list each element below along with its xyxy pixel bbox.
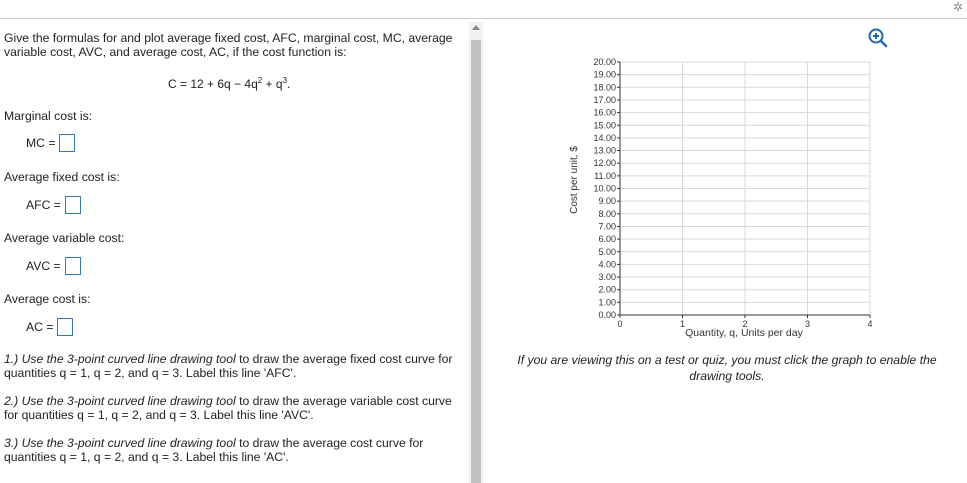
formula-exponent: 2 <box>257 76 263 85</box>
y-tick-label: 5.00 <box>598 246 616 257</box>
scrollbar-thumb[interactable] <box>471 40 481 483</box>
avc-row <box>26 257 81 275</box>
y-tick-label: 19.00 <box>593 69 616 80</box>
avc-answer-input[interactable] <box>65 257 81 275</box>
afc-answer-input[interactable] <box>65 196 81 214</box>
task-2-tool: 2.) Use the 3-point curved line drawing tool <box>4 394 236 408</box>
y-tick-label: 15.00 <box>593 120 616 131</box>
task-2-text: to draw the average variable cost curve for quantities q = 1, q = 2, and q = 3. Label this line 'AVC'. <box>4 394 452 422</box>
y-tick-label: 11.00 <box>594 170 616 181</box>
x-tick-label: 1 <box>679 319 686 329</box>
grid <box>620 62 870 315</box>
y-axis-label: Cost per unit, $ <box>569 146 580 214</box>
task-3-text: to draw the average cost curve for quantities q = 1, q = 2, and q = 3. Label this line 'AC'. <box>4 436 424 464</box>
task-3 <box>4 436 459 464</box>
y-tick-label: 2.00 <box>598 284 616 295</box>
y-tick-label: 12.00 <box>593 158 616 169</box>
task-1-tool: 1.) Use the 3-point curved line drawing tool <box>4 352 236 366</box>
y-tick-label: 1.00 <box>598 297 616 308</box>
avc-label: AVC = <box>26 259 61 273</box>
x-axis-label: Quantity, q, Units per day <box>685 327 803 339</box>
formula-exponent: 3 <box>282 76 288 85</box>
y-tick-label: 9.00 <box>598 196 616 207</box>
ac-answer-input[interactable] <box>57 318 73 336</box>
y-tick-label: 14.00 <box>593 132 616 143</box>
settings-icon[interactable]: ✲ <box>952 0 963 14</box>
y-tick-label: 16.00 <box>593 107 616 118</box>
task-3-tool: 3.) Use the 3-point curved line drawing tool <box>4 436 236 450</box>
x-tick-label: 2 <box>742 319 748 329</box>
y-tick-label: 7.00 <box>598 221 616 232</box>
cost-graph[interactable] <box>560 50 880 350</box>
y-tick-label: 4.00 <box>598 259 616 270</box>
formula-part: . <box>287 77 291 91</box>
mc-answer-input[interactable] <box>59 134 75 152</box>
mc-heading: Marginal cost is: <box>4 109 93 123</box>
axis-ticks <box>593 57 872 329</box>
y-tick-label: 20.00 <box>593 57 616 67</box>
y-tick-label: 13.00 <box>593 145 616 156</box>
x-tick-label: 4 <box>867 319 873 329</box>
y-tick-label: 18.00 <box>593 82 616 93</box>
ac-row <box>26 318 73 336</box>
y-tick-label: 0.00 <box>598 310 616 320</box>
formula-part: + q <box>262 77 283 91</box>
afc-label: AFC = <box>26 198 61 212</box>
ac-heading: Average cost is: <box>4 292 91 306</box>
avc-heading: Average variable cost: <box>4 231 125 245</box>
y-tick-label: 8.00 <box>598 208 616 219</box>
y-tick-label: 17.00 <box>593 94 616 105</box>
cost-function <box>168 76 290 91</box>
mc-row <box>26 134 75 152</box>
afc-heading: Average fixed cost is: <box>4 170 120 184</box>
question-panel <box>0 19 465 483</box>
mc-label: MC = <box>26 136 56 150</box>
question-intro: Give the formulas for and plot average fixed cost, AFC, marginal cost, MC, average variable cost, AVC, and average cost, AC, if the cost function is: <box>4 31 453 59</box>
ac-label: AC = <box>26 320 54 334</box>
task-1-text: to draw the average fixed cost curve for quantities q = 1, q = 2, and q = 3. Label this line 'AFC'. <box>4 352 453 380</box>
y-tick-label: 10.00 <box>593 183 616 194</box>
task-2 <box>4 394 459 422</box>
afc-row <box>26 196 81 214</box>
y-tick-label: 3.00 <box>598 272 616 283</box>
task-1 <box>4 352 459 380</box>
zoom-in-icon[interactable] <box>867 27 889 49</box>
scroll-up-arrow-icon[interactable] <box>472 25 480 30</box>
graph-note: If you are viewing this on a test or quiz, you must click the graph to enable the drawing tools. <box>517 353 937 383</box>
y-tick-label: 6.00 <box>598 234 616 245</box>
formula-part: C = 12 + 6q − 4q <box>168 77 258 91</box>
x-tick-label: 3 <box>804 319 811 329</box>
x-tick-label: 0 <box>617 319 623 329</box>
